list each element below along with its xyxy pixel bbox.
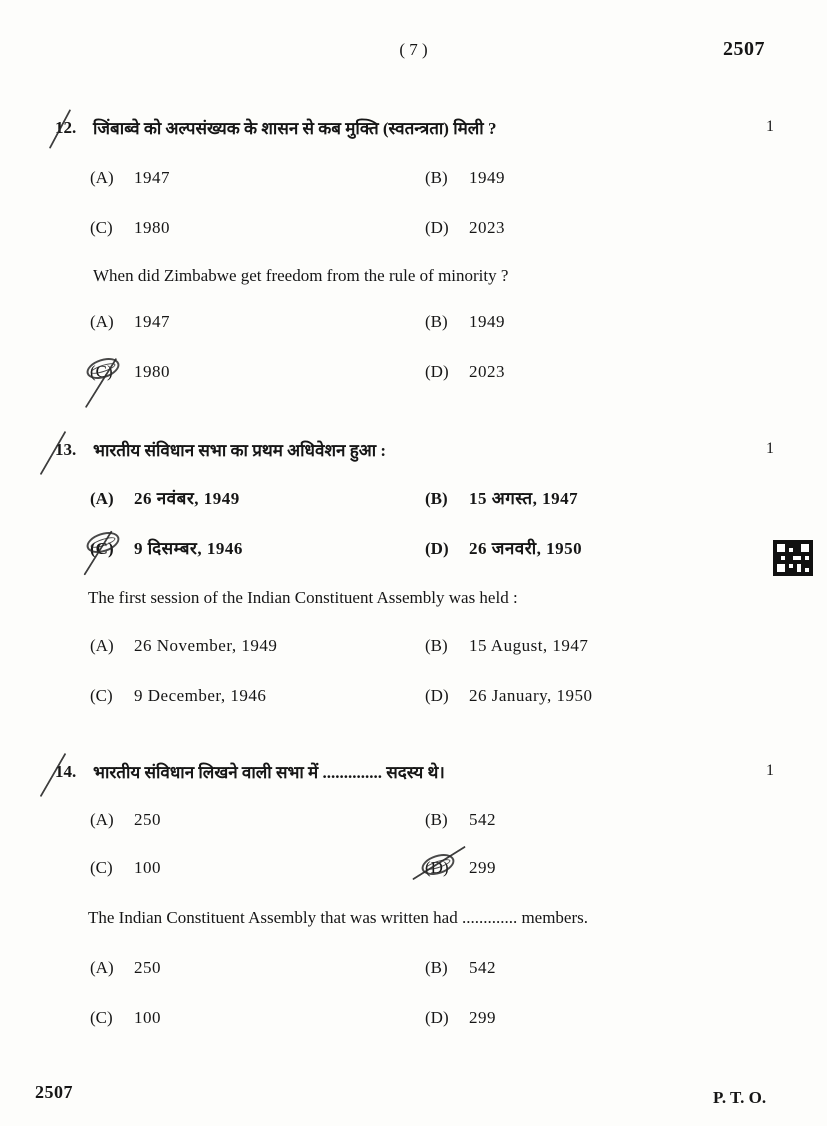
option-value: 2023: [469, 362, 505, 381]
option-letter: (C): [90, 1008, 113, 1027]
option-letter: (B): [425, 810, 448, 829]
option: [90, 810, 161, 830]
option: [425, 168, 505, 188]
option-letter: (D): [425, 362, 449, 381]
question-marks: 1: [766, 440, 774, 457]
option-letter: (D): [425, 858, 449, 877]
option-value: 26 नवंबर, 1949: [134, 489, 240, 508]
option-letter: (C): [90, 218, 113, 237]
option-value: 9 दिसम्बर, 1946: [134, 539, 243, 558]
option-letter: (C): [90, 362, 113, 381]
option: [90, 686, 266, 706]
question-text-english: When did Zimbabwe get freedom from the rule of minority ?: [93, 266, 509, 285]
option-value: 250: [134, 810, 161, 829]
option: [425, 362, 505, 382]
option-value: 1947: [134, 312, 170, 331]
option-value: 1980: [134, 362, 170, 381]
question-marks: 1: [766, 762, 774, 779]
option-value: 15 अगस्त, 1947: [469, 489, 579, 508]
question-text-hindi: भारतीय संविधान लिखने वाली सभा में .............. सदस्य थे।: [93, 763, 445, 782]
option-letter: (A): [90, 168, 114, 187]
option-letter: (A): [90, 312, 114, 331]
option: [425, 312, 505, 332]
option: [90, 312, 170, 332]
option-letter: (D): [425, 1008, 449, 1027]
option-value: 26 November, 1949: [134, 636, 278, 655]
option: [425, 636, 588, 656]
option-letter: (B): [425, 312, 448, 331]
option-value: 542: [469, 958, 496, 977]
question-text-hindi: जिंबाब्वे को अल्पसंख्यक के शासन से कब मुक्ति (स्वतन्त्रता) मिली ?: [93, 119, 497, 138]
option-letter: (C): [90, 539, 114, 558]
option-letter: (B): [425, 489, 448, 508]
option: [90, 958, 161, 978]
question-number: 13.: [55, 440, 77, 459]
option-value: 2023: [469, 218, 505, 237]
option-value: 299: [469, 858, 496, 877]
option: [90, 636, 277, 656]
option-value: 26 जनवरी, 1950: [469, 539, 583, 558]
question-number: 14.: [55, 762, 77, 781]
option-value: 15 August, 1947: [469, 636, 589, 655]
option-letter: (B): [425, 958, 448, 977]
option: [425, 218, 505, 238]
question-text-english: The first session of the Indian Constituent Assembly was held :: [88, 588, 518, 607]
option: [90, 486, 240, 509]
paper-code-top: 2507: [723, 38, 765, 60]
option-letter: (C): [90, 858, 113, 877]
option-value: 100: [134, 858, 161, 877]
option-letter: (D): [425, 218, 449, 237]
option-value: 1947: [134, 168, 170, 187]
option: [90, 858, 161, 878]
option-letter: (A): [90, 636, 114, 655]
question-marks: 1: [766, 118, 774, 135]
option-letter: (D): [425, 686, 449, 705]
question-text-hindi: भारतीय संविधान सभा का प्रथम अधिवेशन हुआ :: [93, 441, 387, 460]
option: [425, 1008, 496, 1028]
option: [90, 218, 170, 238]
option-value: 1949: [469, 312, 505, 331]
option-letter: (A): [90, 810, 114, 829]
option-letter: (A): [90, 489, 114, 508]
option-value: 26 January, 1950: [469, 686, 593, 705]
question-text-english: The Indian Constituent Assembly that was written had ............. members.: [88, 908, 589, 927]
pto-label: P. T. O.: [713, 1088, 767, 1107]
option: [90, 1008, 161, 1028]
option-letter: (C): [90, 686, 113, 705]
option-value: 1980: [134, 218, 170, 237]
paper-code-bottom: 2507: [35, 1082, 73, 1102]
option-value: 9 December, 1946: [134, 686, 267, 705]
option-value: 1949: [469, 168, 505, 187]
option: [425, 810, 496, 830]
option: [90, 168, 170, 188]
qr-code: [773, 540, 813, 576]
option-letter: (D): [425, 539, 449, 558]
option-letter: (B): [425, 636, 448, 655]
option-value: 100: [134, 1008, 161, 1027]
option: [425, 686, 593, 706]
option-letter: (B): [425, 168, 448, 187]
option-value: 542: [469, 810, 496, 829]
option-value: 299: [469, 1008, 496, 1027]
option: [425, 486, 578, 509]
option-value: 250: [134, 958, 161, 977]
page-number: ( 7 ): [399, 40, 428, 59]
question-number: 12.: [55, 118, 77, 137]
option-letter: (A): [90, 958, 114, 977]
option: [425, 536, 582, 559]
option: [425, 958, 496, 978]
